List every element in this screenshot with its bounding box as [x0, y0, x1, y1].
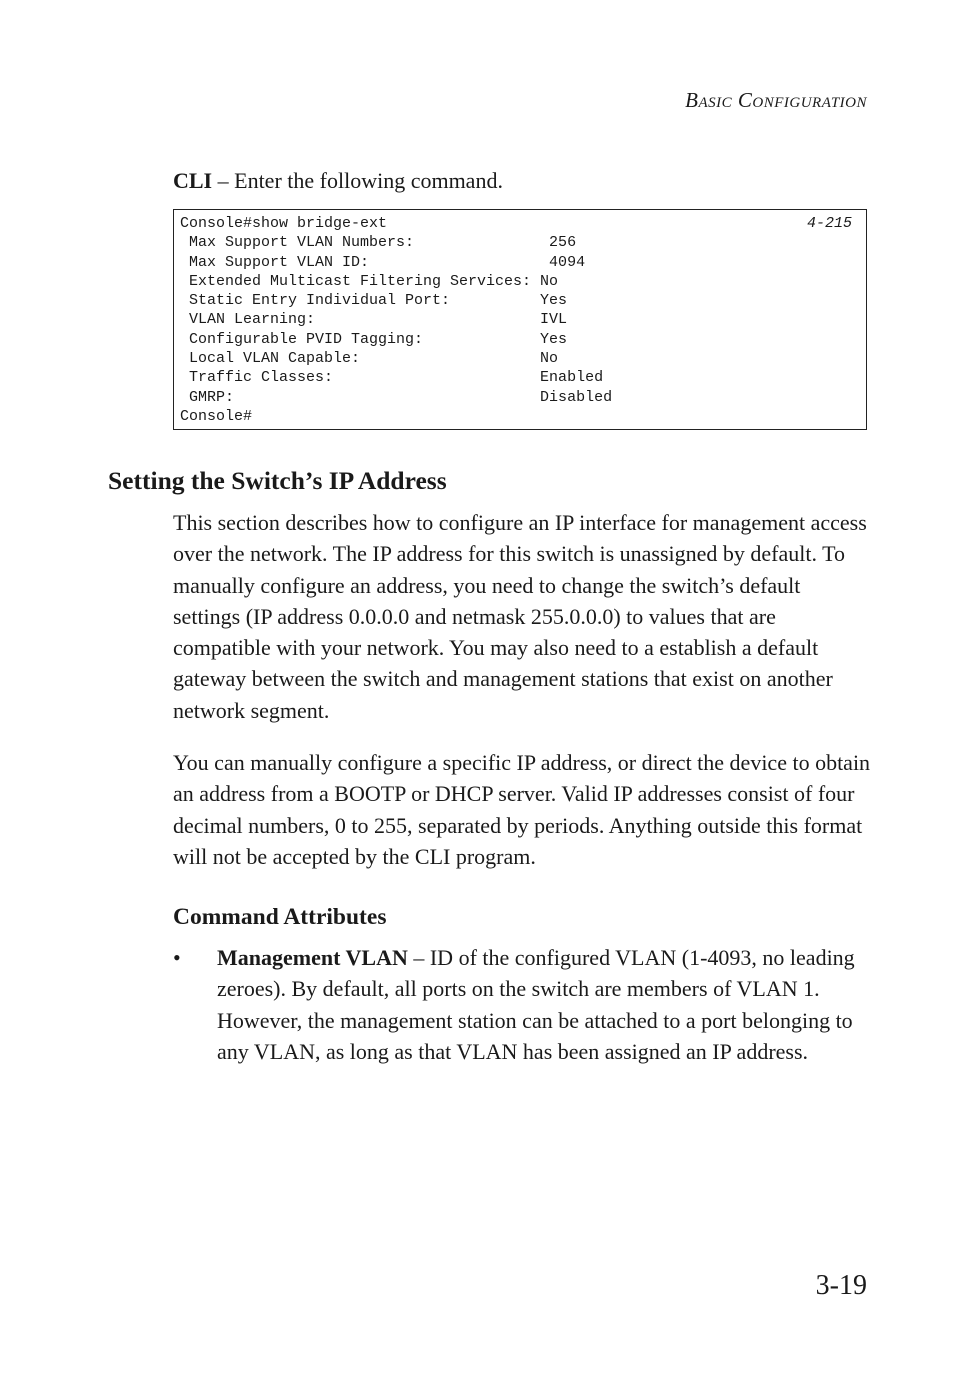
running-head: Basic Configuration — [685, 88, 867, 112]
code-text: GMRP: Disabled — [180, 388, 613, 406]
code-text: Max Support VLAN Numbers: 256 — [180, 234, 577, 252]
code-text: Console#show bridge-ext — [180, 215, 388, 232]
intro-paragraph: This section describes how to configure an IP interface for management access over the network. The IP address for this switch is unassigned by default. To manually configure an address, you need to change the switch’s default settings (IP address 0.0.0.0 and netmask 255.0.0.0) to values that are compatible with your network. You may also need to a establish a default gateway between the switch and management stations that exist on another network segment. — [173, 510, 867, 723]
code-line — [180, 407, 852, 426]
code-text: Console# — [180, 407, 253, 425]
code-reference: 4-215 — [806, 215, 852, 232]
cli-intro — [173, 168, 503, 194]
code-block — [173, 209, 867, 430]
code-line — [180, 310, 852, 329]
page-number: 3-19 — [815, 1270, 867, 1301]
attribute-term: Management VLAN — [217, 945, 408, 970]
code-text: Max Support VLAN ID: 4094 — [180, 253, 586, 271]
code-text: Configurable PVID Tagging: Yes — [180, 330, 568, 348]
attribute-text: – ID of the configured VLAN (1-4093, no leading zeroes). By default, all ports on the switch are members of VLAN 1. However, the management station can be attached to a port belonging to any VLAN, as long as that VLAN has been assigned an IP address. — [217, 945, 855, 1064]
code-line — [180, 214, 852, 233]
code-text: VLAN Learning: IVL — [180, 311, 568, 329]
bullet-icon: • — [173, 945, 181, 970]
code-text: Traffic Classes: Enabled — [180, 369, 604, 387]
section-title: Setting the Switch’s IP Address — [108, 466, 447, 495]
code-text: Static Entry Individual Port: Yes — [180, 292, 568, 310]
code-line — [180, 272, 852, 291]
code-line — [180, 253, 852, 272]
subsection-title: Command Attributes — [173, 904, 387, 930]
attribute-description — [217, 942, 873, 1067]
code-text: Extended Multicast Filtering Services: No — [180, 272, 559, 290]
code-line — [180, 368, 852, 387]
code-line — [180, 233, 852, 252]
code-line — [180, 388, 852, 407]
code-line — [180, 330, 852, 349]
code-line — [180, 349, 852, 368]
ip-config-paragraph: You can manually configure a specific IP address, or direct the device to obtain an address from a BOOTP or DHCP server. Valid IP addresses consist of four decimal numbers, 0 to 255, separated by periods. Anything outside this format will not be accepted by the CLI program. — [173, 750, 871, 869]
code-text: Local VLAN Capable: No — [180, 350, 559, 368]
cli-label: CLI — [173, 168, 213, 193]
code-line — [180, 291, 852, 310]
cli-intro-text: – Enter the following command. — [212, 168, 503, 193]
